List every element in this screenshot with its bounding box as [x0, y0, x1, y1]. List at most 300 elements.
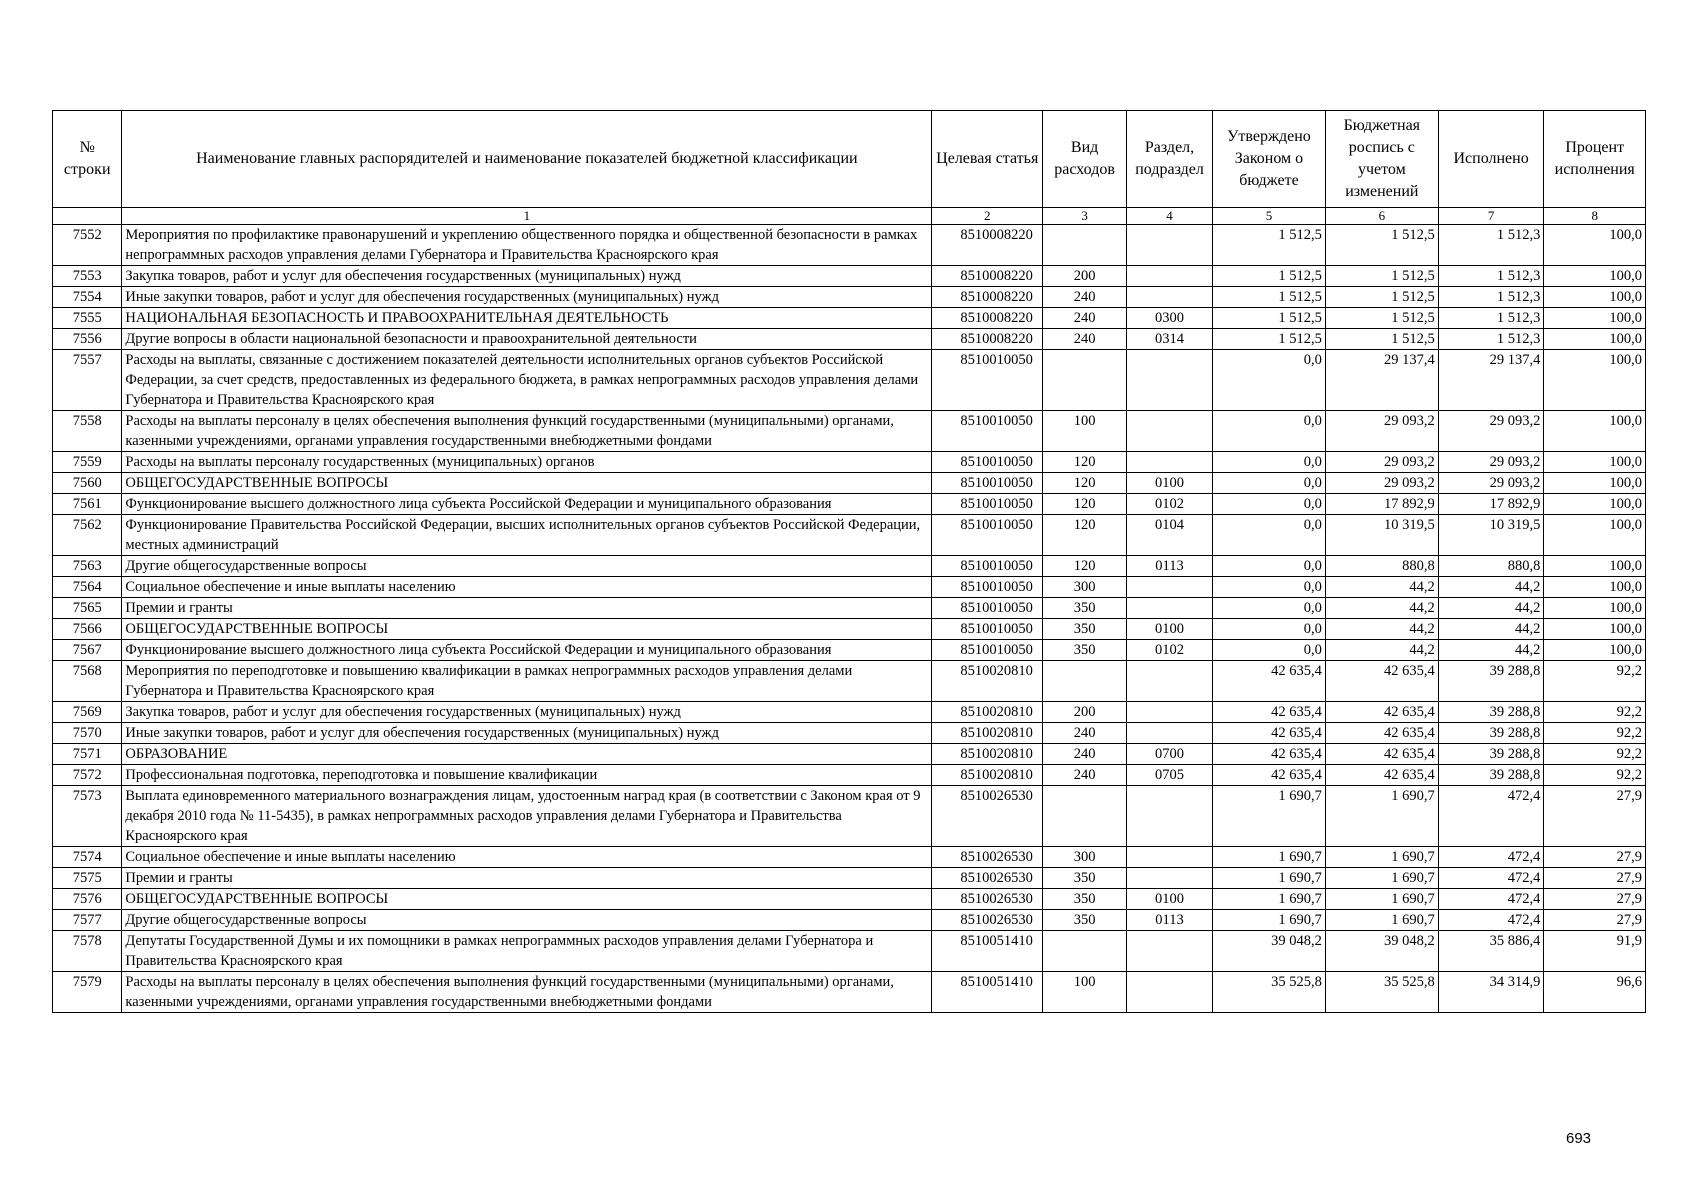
- row-section: [1127, 411, 1213, 452]
- row-target-article: 8510010050: [932, 411, 1043, 452]
- row-name: Расходы на выплаты персоналу в целях обеспечения выполнения функций государственными (муниципальными) органами, казенными учреждениями, органами управления государственными внебюджетными фондами: [122, 972, 932, 1013]
- row-name: НАЦИОНАЛЬНАЯ БЕЗОПАСНОСТЬ И ПРАВООХРАНИТЕЛЬНАЯ ДЕЯТЕЛЬНОСТЬ: [122, 308, 932, 329]
- row-approved-amount: 0,0: [1213, 515, 1326, 556]
- row-name: Другие общегосударственные вопросы: [122, 910, 932, 931]
- column-number: 1: [122, 208, 932, 225]
- table-row: [53, 452, 1646, 473]
- row-name: Социальное обеспечение и иные выплаты населению: [122, 577, 932, 598]
- row-expense-type: 100: [1043, 411, 1127, 452]
- row-approved-amount: 1 690,7: [1213, 868, 1326, 889]
- row-target-article: 8510026530: [932, 910, 1043, 931]
- row-name: ОБЩЕГОСУДАРСТВЕННЫЕ ВОПРОСЫ: [122, 619, 932, 640]
- row-approved-amount: 0,0: [1213, 452, 1326, 473]
- row-target-article: 8510008220: [932, 329, 1043, 350]
- row-number: 7567: [53, 640, 122, 661]
- row-execution-percent: 100,0: [1544, 598, 1646, 619]
- table-row: [53, 765, 1646, 786]
- row-target-article: 8510010050: [932, 350, 1043, 411]
- row-approved-amount: 0,0: [1213, 577, 1326, 598]
- page-number: 693: [1566, 1130, 1592, 1147]
- row-name: Премии и гранты: [122, 598, 932, 619]
- row-executed-amount: 44,2: [1438, 619, 1544, 640]
- row-number: 7573: [53, 786, 122, 847]
- row-budget-amount: 1 512,5: [1325, 266, 1438, 287]
- row-target-article: 8510010050: [932, 619, 1043, 640]
- row-target-article: 8510010050: [932, 640, 1043, 661]
- row-target-article: 8510008220: [932, 266, 1043, 287]
- row-name: Мероприятия по переподготовке и повышению квалификации в рамках непрограммных расходов управления делами Губернатора и Правительства Красноярского края: [122, 661, 932, 702]
- row-budget-amount: 1 690,7: [1325, 910, 1438, 931]
- row-budget-amount: 39 048,2: [1325, 931, 1438, 972]
- row-budget-amount: 880,8: [1325, 556, 1438, 577]
- row-execution-percent: 92,2: [1544, 723, 1646, 744]
- row-execution-percent: 27,9: [1544, 786, 1646, 847]
- row-section: 0705: [1127, 765, 1213, 786]
- row-number: 7570: [53, 723, 122, 744]
- row-approved-amount: 1 512,5: [1213, 308, 1326, 329]
- table-row: [53, 329, 1646, 350]
- row-execution-percent: 92,2: [1544, 661, 1646, 702]
- row-budget-amount: 29 093,2: [1325, 411, 1438, 452]
- row-executed-amount: 472,4: [1438, 786, 1544, 847]
- row-expense-type: 300: [1043, 577, 1127, 598]
- column-number: 6: [1325, 208, 1438, 225]
- table-row: [53, 598, 1646, 619]
- row-section: 0314: [1127, 329, 1213, 350]
- table-row: [53, 515, 1646, 556]
- row-budget-amount: 1 690,7: [1325, 847, 1438, 868]
- row-name: Функционирование Правительства Российской Федерации, высших исполнительных органов субъектов Российской Федерации, местных администраций: [122, 515, 932, 556]
- row-executed-amount: 472,4: [1438, 847, 1544, 868]
- row-number: 7552: [53, 225, 122, 266]
- row-execution-percent: 100,0: [1544, 556, 1646, 577]
- row-name: Профессиональная подготовка, переподготовка и повышение квалификации: [122, 765, 932, 786]
- row-expense-type: 350: [1043, 868, 1127, 889]
- row-executed-amount: 880,8: [1438, 556, 1544, 577]
- table-row: [53, 847, 1646, 868]
- row-name: ОБЩЕГОСУДАРСТВЕННЫЕ ВОПРОСЫ: [122, 889, 932, 910]
- column-number: 4: [1127, 208, 1213, 225]
- row-executed-amount: 29 093,2: [1438, 452, 1544, 473]
- row-approved-amount: 0,0: [1213, 598, 1326, 619]
- row-target-article: 8510020810: [932, 723, 1043, 744]
- row-target-article: 8510051410: [932, 972, 1043, 1013]
- row-execution-percent: 100,0: [1544, 411, 1646, 452]
- header-type: Вид расходов: [1043, 111, 1127, 208]
- row-expense-type: [1043, 931, 1127, 972]
- row-budget-amount: 29 137,4: [1325, 350, 1438, 411]
- row-executed-amount: 34 314,9: [1438, 972, 1544, 1013]
- row-section: 0100: [1127, 473, 1213, 494]
- row-section: [1127, 931, 1213, 972]
- row-executed-amount: 39 288,8: [1438, 661, 1544, 702]
- row-number: 7563: [53, 556, 122, 577]
- row-target-article: 8510008220: [932, 308, 1043, 329]
- row-approved-amount: 0,0: [1213, 556, 1326, 577]
- row-expense-type: [1043, 786, 1127, 847]
- row-execution-percent: 100,0: [1544, 640, 1646, 661]
- row-approved-amount: 1 512,5: [1213, 329, 1326, 350]
- row-executed-amount: 472,4: [1438, 868, 1544, 889]
- row-execution-percent: 100,0: [1544, 494, 1646, 515]
- row-executed-amount: 1 512,3: [1438, 329, 1544, 350]
- row-name: Расходы на выплаты персоналу в целях обеспечения выполнения функций государственными (муниципальными) органами, казенными учреждениями, органами управления государственными внебюджетными фондами: [122, 411, 932, 452]
- row-budget-amount: 1 512,5: [1325, 329, 1438, 350]
- row-number: 7553: [53, 266, 122, 287]
- row-expense-type: 240: [1043, 329, 1127, 350]
- row-number: 7562: [53, 515, 122, 556]
- row-budget-amount: 29 093,2: [1325, 473, 1438, 494]
- row-expense-type: [1043, 661, 1127, 702]
- column-number-blank: [53, 208, 122, 225]
- row-number: 7555: [53, 308, 122, 329]
- row-target-article: 8510020810: [932, 661, 1043, 702]
- row-section: 0104: [1127, 515, 1213, 556]
- table-row: [53, 473, 1646, 494]
- row-expense-type: 120: [1043, 556, 1127, 577]
- row-budget-amount: 42 635,4: [1325, 765, 1438, 786]
- row-execution-percent: 91,9: [1544, 931, 1646, 972]
- row-target-article: 8510026530: [932, 889, 1043, 910]
- table-row: [53, 308, 1646, 329]
- row-section: [1127, 972, 1213, 1013]
- row-executed-amount: 29 093,2: [1438, 411, 1544, 452]
- row-target-article: 8510010050: [932, 494, 1043, 515]
- header-approved: Утверждено Законом о бюджете: [1213, 111, 1326, 208]
- row-executed-amount: 29 137,4: [1438, 350, 1544, 411]
- row-executed-amount: 44,2: [1438, 598, 1544, 619]
- column-number: 5: [1213, 208, 1326, 225]
- row-budget-amount: 35 525,8: [1325, 972, 1438, 1013]
- row-approved-amount: 1 690,7: [1213, 910, 1326, 931]
- row-expense-type: [1043, 225, 1127, 266]
- table-row: [53, 350, 1646, 411]
- row-target-article: 8510008220: [932, 287, 1043, 308]
- row-executed-amount: 1 512,3: [1438, 225, 1544, 266]
- row-approved-amount: 1 690,7: [1213, 847, 1326, 868]
- row-target-article: 8510010050: [932, 577, 1043, 598]
- table-row: [53, 266, 1646, 287]
- row-execution-percent: 100,0: [1544, 619, 1646, 640]
- row-section: [1127, 661, 1213, 702]
- table-row: [53, 619, 1646, 640]
- row-budget-amount: 17 892,9: [1325, 494, 1438, 515]
- row-execution-percent: 27,9: [1544, 889, 1646, 910]
- row-target-article: 8510020810: [932, 702, 1043, 723]
- row-execution-percent: 100,0: [1544, 515, 1646, 556]
- row-execution-percent: 92,2: [1544, 702, 1646, 723]
- row-approved-amount: 1 690,7: [1213, 786, 1326, 847]
- table-row: [53, 577, 1646, 598]
- row-executed-amount: 472,4: [1438, 889, 1544, 910]
- row-expense-type: 120: [1043, 473, 1127, 494]
- row-name: Мероприятия по профилактике правонарушений и укреплению общественного порядка и общественной безопасности в рамках непрограммных расходов управления делами Губернатора и Правительства Красноярского края: [122, 225, 932, 266]
- row-expense-type: 200: [1043, 266, 1127, 287]
- table-row: [53, 287, 1646, 308]
- row-target-article: 8510010050: [932, 473, 1043, 494]
- row-approved-amount: 0,0: [1213, 473, 1326, 494]
- header-name: Наименование главных распорядителей и наименование показателей бюджетной классификации: [122, 111, 932, 208]
- header-percent: Процент исполнения: [1544, 111, 1646, 208]
- row-section: [1127, 225, 1213, 266]
- column-number: 2: [932, 208, 1043, 225]
- row-budget-amount: 10 319,5: [1325, 515, 1438, 556]
- row-number: 7558: [53, 411, 122, 452]
- row-budget-amount: 42 635,4: [1325, 702, 1438, 723]
- table-row: [53, 723, 1646, 744]
- row-budget-amount: 44,2: [1325, 598, 1438, 619]
- row-target-article: 8510051410: [932, 931, 1043, 972]
- row-expense-type: 200: [1043, 702, 1127, 723]
- row-execution-percent: 100,0: [1544, 225, 1646, 266]
- row-name: Закупка товаров, работ и услуг для обеспечения государственных (муниципальных) нужд: [122, 702, 932, 723]
- row-section: [1127, 702, 1213, 723]
- row-budget-amount: 1 690,7: [1325, 786, 1438, 847]
- row-name: ОБРАЗОВАНИЕ: [122, 744, 932, 765]
- row-expense-type: 240: [1043, 765, 1127, 786]
- table-row: [53, 225, 1646, 266]
- row-execution-percent: 100,0: [1544, 329, 1646, 350]
- row-section: 0300: [1127, 308, 1213, 329]
- row-number: 7571: [53, 744, 122, 765]
- column-number: 3: [1043, 208, 1127, 225]
- row-expense-type: 240: [1043, 287, 1127, 308]
- row-executed-amount: 39 288,8: [1438, 765, 1544, 786]
- row-execution-percent: 100,0: [1544, 577, 1646, 598]
- row-number: 7554: [53, 287, 122, 308]
- row-approved-amount: 42 635,4: [1213, 702, 1326, 723]
- row-expense-type: [1043, 350, 1127, 411]
- row-expense-type: 120: [1043, 452, 1127, 473]
- row-name: Иные закупки товаров, работ и услуг для обеспечения государственных (муниципальных) нужд: [122, 723, 932, 744]
- row-executed-amount: 29 093,2: [1438, 473, 1544, 494]
- table-row: [53, 556, 1646, 577]
- row-expense-type: 120: [1043, 515, 1127, 556]
- row-executed-amount: 1 512,3: [1438, 287, 1544, 308]
- row-expense-type: 120: [1043, 494, 1127, 515]
- row-execution-percent: 100,0: [1544, 473, 1646, 494]
- row-executed-amount: 1 512,3: [1438, 308, 1544, 329]
- row-execution-percent: 27,9: [1544, 910, 1646, 931]
- row-name: Функционирование высшего должностного лица субъекта Российской Федерации и муниципального образования: [122, 640, 932, 661]
- row-section: [1127, 786, 1213, 847]
- row-section: 0100: [1127, 889, 1213, 910]
- row-section: [1127, 847, 1213, 868]
- row-section: 0113: [1127, 556, 1213, 577]
- row-section: [1127, 723, 1213, 744]
- row-name: Закупка товаров, работ и услуг для обеспечения государственных (муниципальных) нужд: [122, 266, 932, 287]
- table-row: [53, 661, 1646, 702]
- row-budget-amount: 44,2: [1325, 619, 1438, 640]
- row-name: Расходы на выплаты, связанные с достижением показателей деятельности исполнительных органов субъектов Российской Федерации, за счет средств, предоставленных из федерального бюджета, в рамках непрограммных расходов управления делами Губернатора и Правительства Красноярского края: [122, 350, 932, 411]
- table-row: [53, 744, 1646, 765]
- row-execution-percent: 100,0: [1544, 350, 1646, 411]
- row-name: ОБЩЕГОСУДАРСТВЕННЫЕ ВОПРОСЫ: [122, 473, 932, 494]
- row-number: 7575: [53, 868, 122, 889]
- row-approved-amount: 0,0: [1213, 350, 1326, 411]
- row-approved-amount: 0,0: [1213, 411, 1326, 452]
- row-number: 7565: [53, 598, 122, 619]
- header-row-no: № строки: [53, 111, 122, 208]
- row-expense-type: 240: [1043, 744, 1127, 765]
- row-executed-amount: 44,2: [1438, 640, 1544, 661]
- row-section: [1127, 868, 1213, 889]
- row-approved-amount: 0,0: [1213, 619, 1326, 640]
- table-row: [53, 494, 1646, 515]
- row-approved-amount: 42 635,4: [1213, 661, 1326, 702]
- row-target-article: 8510020810: [932, 744, 1043, 765]
- row-number: 7578: [53, 931, 122, 972]
- header-executed: Исполнено: [1438, 111, 1544, 208]
- row-budget-amount: 1 690,7: [1325, 868, 1438, 889]
- row-approved-amount: 1 512,5: [1213, 225, 1326, 266]
- table-row: [53, 640, 1646, 661]
- row-budget-amount: 1 512,5: [1325, 225, 1438, 266]
- budget-execution-table: [52, 110, 1646, 1013]
- row-target-article: 8510026530: [932, 868, 1043, 889]
- row-number: 7561: [53, 494, 122, 515]
- row-section: [1127, 577, 1213, 598]
- row-approved-amount: 42 635,4: [1213, 723, 1326, 744]
- row-executed-amount: 472,4: [1438, 910, 1544, 931]
- row-number: 7568: [53, 661, 122, 702]
- row-execution-percent: 100,0: [1544, 266, 1646, 287]
- row-expense-type: 100: [1043, 972, 1127, 1013]
- row-executed-amount: 39 288,8: [1438, 723, 1544, 744]
- row-name: Социальное обеспечение и иные выплаты населению: [122, 847, 932, 868]
- row-budget-amount: 42 635,4: [1325, 744, 1438, 765]
- table-row: [53, 972, 1646, 1013]
- column-number: 7: [1438, 208, 1544, 225]
- header-section: Раздел, подраздел: [1127, 111, 1213, 208]
- row-number: 7577: [53, 910, 122, 931]
- row-expense-type: 350: [1043, 598, 1127, 619]
- row-executed-amount: 1 512,3: [1438, 266, 1544, 287]
- row-executed-amount: 17 892,9: [1438, 494, 1544, 515]
- row-section: [1127, 598, 1213, 619]
- row-section: 0113: [1127, 910, 1213, 931]
- table-row: [53, 931, 1646, 972]
- table-row: [53, 910, 1646, 931]
- column-number: 8: [1544, 208, 1646, 225]
- table-row: [53, 702, 1646, 723]
- row-expense-type: 240: [1043, 308, 1127, 329]
- row-approved-amount: 1 690,7: [1213, 889, 1326, 910]
- row-name: Депутаты Государственной Думы и их помощники в рамках непрограммных расходов управления делами Губернатора и Правительства Красноярского края: [122, 931, 932, 972]
- row-expense-type: 350: [1043, 640, 1127, 661]
- table-row: [53, 868, 1646, 889]
- row-approved-amount: 42 635,4: [1213, 744, 1326, 765]
- row-approved-amount: 0,0: [1213, 494, 1326, 515]
- row-execution-percent: 96,6: [1544, 972, 1646, 1013]
- row-target-article: 8510010050: [932, 515, 1043, 556]
- row-budget-amount: 44,2: [1325, 577, 1438, 598]
- row-execution-percent: 100,0: [1544, 308, 1646, 329]
- row-number: 7560: [53, 473, 122, 494]
- header-target: Целевая статья: [932, 111, 1043, 208]
- row-budget-amount: 42 635,4: [1325, 661, 1438, 702]
- table-row: [53, 411, 1646, 452]
- table-body: [53, 225, 1646, 1013]
- row-approved-amount: 1 512,5: [1213, 266, 1326, 287]
- row-target-article: 8510026530: [932, 847, 1043, 868]
- row-budget-amount: 29 093,2: [1325, 452, 1438, 473]
- row-execution-percent: 100,0: [1544, 452, 1646, 473]
- row-section: [1127, 266, 1213, 287]
- row-number: 7576: [53, 889, 122, 910]
- row-execution-percent: 27,9: [1544, 868, 1646, 889]
- row-name: Другие вопросы в области национальной безопасности и правоохранительной деятельности: [122, 329, 932, 350]
- row-target-article: 8510026530: [932, 786, 1043, 847]
- row-target-article: 8510008220: [932, 225, 1043, 266]
- row-name: Другие общегосударственные вопросы: [122, 556, 932, 577]
- row-executed-amount: 10 319,5: [1438, 515, 1544, 556]
- header-budget: Бюджетная роспись с учетом изменений: [1325, 111, 1438, 208]
- row-name: Функционирование высшего должностного лица субъекта Российской Федерации и муниципального образования: [122, 494, 932, 515]
- row-budget-amount: 1 512,5: [1325, 308, 1438, 329]
- row-number: 7556: [53, 329, 122, 350]
- row-number: 7557: [53, 350, 122, 411]
- row-section: [1127, 452, 1213, 473]
- row-section: 0102: [1127, 494, 1213, 515]
- row-budget-amount: 42 635,4: [1325, 723, 1438, 744]
- row-target-article: 8510020810: [932, 765, 1043, 786]
- row-execution-percent: 27,9: [1544, 847, 1646, 868]
- row-budget-amount: 1 512,5: [1325, 287, 1438, 308]
- row-name: Выплата единовременного материального вознаграждения лицам, удостоенным наград края (в соответствии с Законом края от 9 декабря 2010 года № 11-5435), в рамках непрограммных расходов управления делами Губернатора и Правительства Красноярского края: [122, 786, 932, 847]
- table-row: [53, 889, 1646, 910]
- row-executed-amount: 39 288,8: [1438, 702, 1544, 723]
- row-name: Иные закупки товаров, работ и услуг для обеспечения государственных (муниципальных) нужд: [122, 287, 932, 308]
- row-expense-type: 350: [1043, 910, 1127, 931]
- row-number: 7579: [53, 972, 122, 1013]
- row-target-article: 8510010050: [932, 556, 1043, 577]
- row-section: 0102: [1127, 640, 1213, 661]
- row-target-article: 8510010050: [932, 598, 1043, 619]
- row-approved-amount: 1 512,5: [1213, 287, 1326, 308]
- row-expense-type: 350: [1043, 619, 1127, 640]
- row-number: 7566: [53, 619, 122, 640]
- row-execution-percent: 92,2: [1544, 744, 1646, 765]
- row-budget-amount: 1 690,7: [1325, 889, 1438, 910]
- row-approved-amount: 42 635,4: [1213, 765, 1326, 786]
- row-number: 7559: [53, 452, 122, 473]
- row-expense-type: 300: [1043, 847, 1127, 868]
- table-row: [53, 786, 1646, 847]
- row-number: 7569: [53, 702, 122, 723]
- table-header: [53, 111, 1646, 225]
- row-approved-amount: 0,0: [1213, 640, 1326, 661]
- row-number: 7564: [53, 577, 122, 598]
- row-section: [1127, 350, 1213, 411]
- row-name: Расходы на выплаты персоналу государственных (муниципальных) органов: [122, 452, 932, 473]
- row-approved-amount: 39 048,2: [1213, 931, 1326, 972]
- row-expense-type: 240: [1043, 723, 1127, 744]
- row-target-article: 8510010050: [932, 452, 1043, 473]
- row-executed-amount: 44,2: [1438, 577, 1544, 598]
- column-numbers-row: [53, 208, 1646, 225]
- row-name: Премии и гранты: [122, 868, 932, 889]
- row-execution-percent: 92,2: [1544, 765, 1646, 786]
- row-section: [1127, 287, 1213, 308]
- row-number: 7572: [53, 765, 122, 786]
- row-executed-amount: 35 886,4: [1438, 931, 1544, 972]
- row-number: 7574: [53, 847, 122, 868]
- row-executed-amount: 39 288,8: [1438, 744, 1544, 765]
- row-section: 0700: [1127, 744, 1213, 765]
- row-approved-amount: 35 525,8: [1213, 972, 1326, 1013]
- row-execution-percent: 100,0: [1544, 287, 1646, 308]
